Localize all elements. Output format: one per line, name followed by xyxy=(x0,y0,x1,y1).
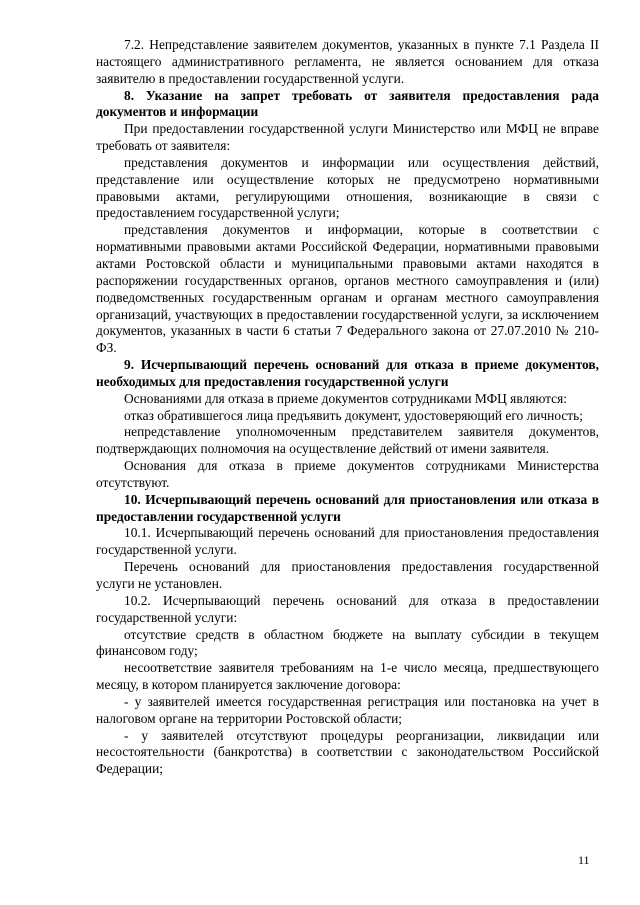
section-8-heading: 8. Указание на запрет требовать от заявителя предоставления рада документов и информации xyxy=(96,87,599,120)
list-item: - у заявителей отсутствуют процедуры реорганизации, ликвидации или несостоятельности (банкротства) в соответствии с законодательством Российской Федерации; xyxy=(96,727,599,777)
paragraph: представления документов и информации или осуществления действий, представление или осуществление которых не предусмотрено нормативными правовыми актами, регулирующими отношения, возникающие в связи с предоставлением государственной услуги; xyxy=(96,154,599,221)
paragraph-10-2: 10.2. Исчерпывающий перечень оснований для отказа в предоставлении государственной услуги: xyxy=(96,592,599,625)
paragraph: непредставление уполномоченным представителем заявителя документов, подтверждающих полномочия на осуществление действий от имени заявителя. xyxy=(96,424,599,457)
document-body xyxy=(96,37,599,778)
paragraph: несоответствие заявителя требованиям на 1-е число месяца, предшествующего месяцу, в котором планируется заключение договора: xyxy=(96,660,599,693)
paragraph: отсутствие средств в областном бюджете на выплату субсидии в текущем финансовом году; xyxy=(96,626,599,659)
section-9-heading: 9. Исчерпывающий перечень оснований для отказа в приеме документов, необходимых для предоставления государственной услуги xyxy=(96,357,599,389)
paragraph: Основаниями для отказа в приеме документов сотрудниками МФЦ являются: xyxy=(124,390,567,406)
paragraph-7-2: 7.2. Непредставление заявителем документов, указанных в пункте 7.1 Раздела II настоящего административного регламента, не является основанием для отказа заявителю в предоставлении государственной услуги. xyxy=(96,37,599,86)
paragraph: представления документов и информации, которые в соответствии с нормативными правовыми актами Российской Федерации, нормативными правовыми актами Ростовской области и муниципальными правовыми актами находятся в распоряжении государственных органов, органов местного самоуправления и (или) подведомственных государственным органам и органам местного самоуправления организаций, участвующих в предоставлении государственной услуги, за исключением документов, указанных в части 6 статьи 7 Федерального закона от 27.07.2010 № 210-ФЗ. xyxy=(96,222,599,356)
section-10-heading: 10. Исчерпывающий перечень оснований для приостановления или отказа в предоставлении государственной услуги xyxy=(96,491,599,524)
paragraph: При предоставлении государственной услуги Министерство или МФЦ не вправе требовать от заявителя: xyxy=(96,121,599,154)
page-number: 11 xyxy=(578,853,590,867)
paragraph: Перечень оснований для приостановления предоставления государственной услуги не установлен. xyxy=(96,559,599,591)
paragraph: отказ обратившегося лица предъявить документ, удостоверяющий его личность; xyxy=(124,407,583,423)
list-item: - у заявителей имеется государственная регистрация или постановка на учет в налоговом органе на территории Ростовской области; xyxy=(96,693,599,726)
paragraph-10-1: 10.1. Исчерпывающий перечень оснований для приостановления предоставления государственной услуги. xyxy=(96,525,599,558)
paragraph: Основания для отказа в приеме документов сотрудниками Министерства отсутствуют. xyxy=(96,458,599,490)
